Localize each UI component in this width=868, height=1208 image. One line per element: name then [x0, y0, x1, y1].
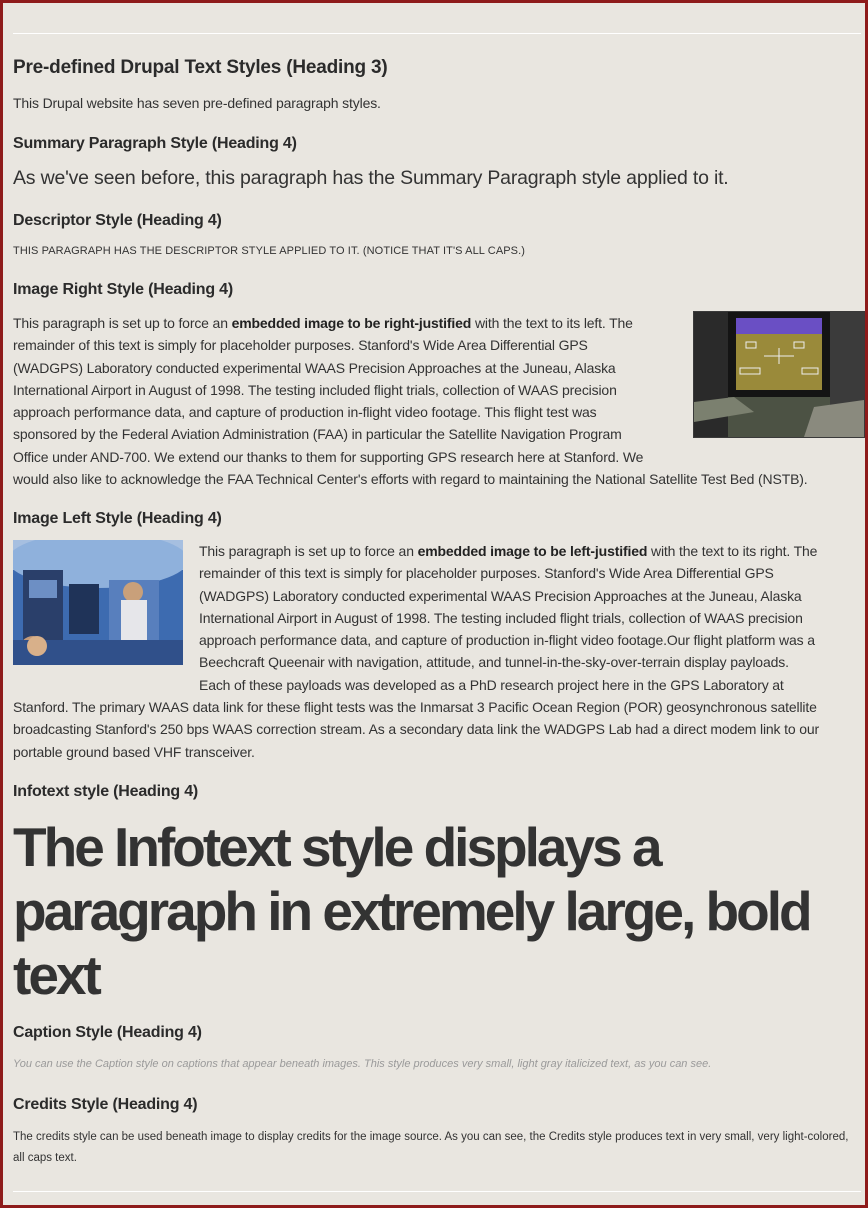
infotext-paragraph: The Infotext style displays a paragraph in extremely large, bold text [13, 816, 810, 1006]
intro-paragraph: This Drupal website has seven pre-defined paragraph styles. [13, 95, 381, 111]
descriptor-heading: Descriptor Style (Heading 4) [13, 212, 222, 229]
image-right-paragraph [13, 312, 808, 490]
caption-paragraph: You can use the Caption style on captions that appear beneath images. This style produces very small, light gray italicized text, as you can see. [13, 1058, 712, 1070]
infotext-heading: Infotext style (Heading 4) [13, 783, 199, 800]
image-left-text-start: This paragraph is set up to force an [199, 543, 418, 559]
image-right-bold-text: embedded image to be right-justified [231, 315, 472, 331]
credits-paragraph: The credits style can be used beneath image to display credits for the image source. As you can see, the Credits style produces text in very small, very light-colored, all caps text. [13, 1131, 849, 1164]
image-left-line-3: (WADGPS) Laboratory conducted experimental WAAS Precision Approaches at the Juneau, Alaska [199, 587, 802, 604]
image-left-heading: Image Left Style (Heading 4) [13, 510, 222, 527]
image-left-line-5: approach performance data, and capture of production in-flight video footage.Our flight platform was a [199, 632, 815, 649]
image-left-line-10: portable ground based VHF transceiver. [13, 743, 255, 760]
image-left-line-7: Each of these payloads was developed as a PhD research project here in the GPS Laboratory at [199, 676, 784, 693]
image-right-line-5: approach performance data, and capture of production in-flight video footage. This flight test was [13, 404, 597, 421]
image-right-line-2: remainder of this text is simply for placeholder purposes. Stanford's Wide Area Differential GPS [13, 337, 588, 354]
image-left-line-2: remainder of this text is simply for placeholder purposes. Stanford's Wide Area Differential GPS [199, 565, 774, 582]
caption-heading: Caption Style (Heading 4) [13, 1024, 202, 1041]
cockpit-display-image [693, 311, 865, 438]
image-right-heading: Image Right Style (Heading 4) [13, 281, 234, 298]
image-left-line-6: Beechcraft Queenair with navigation, attitude, and tunnel-in-the-sky-over-terrain display payloads. [199, 654, 789, 671]
image-right-line-4: International Airport in August of 1998. The testing included flight trials, collection of WAAS precision [13, 381, 617, 398]
image-right-text-start: This paragraph is set up to force an [13, 315, 232, 331]
image-left-line-4: International Airport in August of 1998. The testing included flight trials, collection of WAAS precision [199, 609, 803, 626]
summary-paragraph: As we've seen before, this paragraph has the Summary Paragraph style applied to it. [13, 167, 729, 189]
credits-heading: Credits Style (Heading 4) [13, 1096, 198, 1113]
summary-heading: Summary Paragraph Style (Heading 4) [13, 135, 297, 152]
image-right-line-1: with the text to its left. The [471, 315, 633, 331]
top-divider [13, 33, 861, 34]
image-left-paragraph [13, 540, 859, 763]
image-right-line-3: (WADGPS) Laboratory conducted experimental WAAS Precision Approaches at the Juneau, Alaska [13, 359, 616, 376]
image-right-line-6: sponsored by the Federal Aviation Administration (FAA) in particular the Satellite Navigation Program [13, 426, 622, 443]
image-left-line-8: Stanford. The primary WAAS data link for these flight tests was the Inmarsat 3 Pacific Ocean Region (POR) geosynchronous satellite [13, 699, 817, 716]
page-heading: Pre-defined Drupal Text Styles (Heading 3) [13, 57, 388, 78]
image-left-line-1: with the text to its right. The [647, 543, 818, 559]
image-right-line-7: Office under AND-700. We extend our thanks to them for supporting GPS research here at Stanford. We [13, 448, 644, 465]
bottom-divider [13, 1191, 861, 1192]
image-left-line-9: broadcasting Stanford's 250 bps WAAS correction stream. As a secondary data link the WADGPS Lab had a direct modem link to our [13, 721, 820, 738]
descriptor-paragraph: THIS PARAGRAPH HAS THE DESCRIPTOR STYLE APPLIED TO IT. (NOTICE THAT IT'S ALL CAPS.) [13, 245, 526, 257]
image-right-line-8: would also like to acknowledge the FAA Technical Center's efforts with regard to maintaining the National Satellite Test Bed (NSTB). [13, 471, 808, 488]
image-left-bold-text: embedded image to be left-justified [417, 543, 648, 559]
